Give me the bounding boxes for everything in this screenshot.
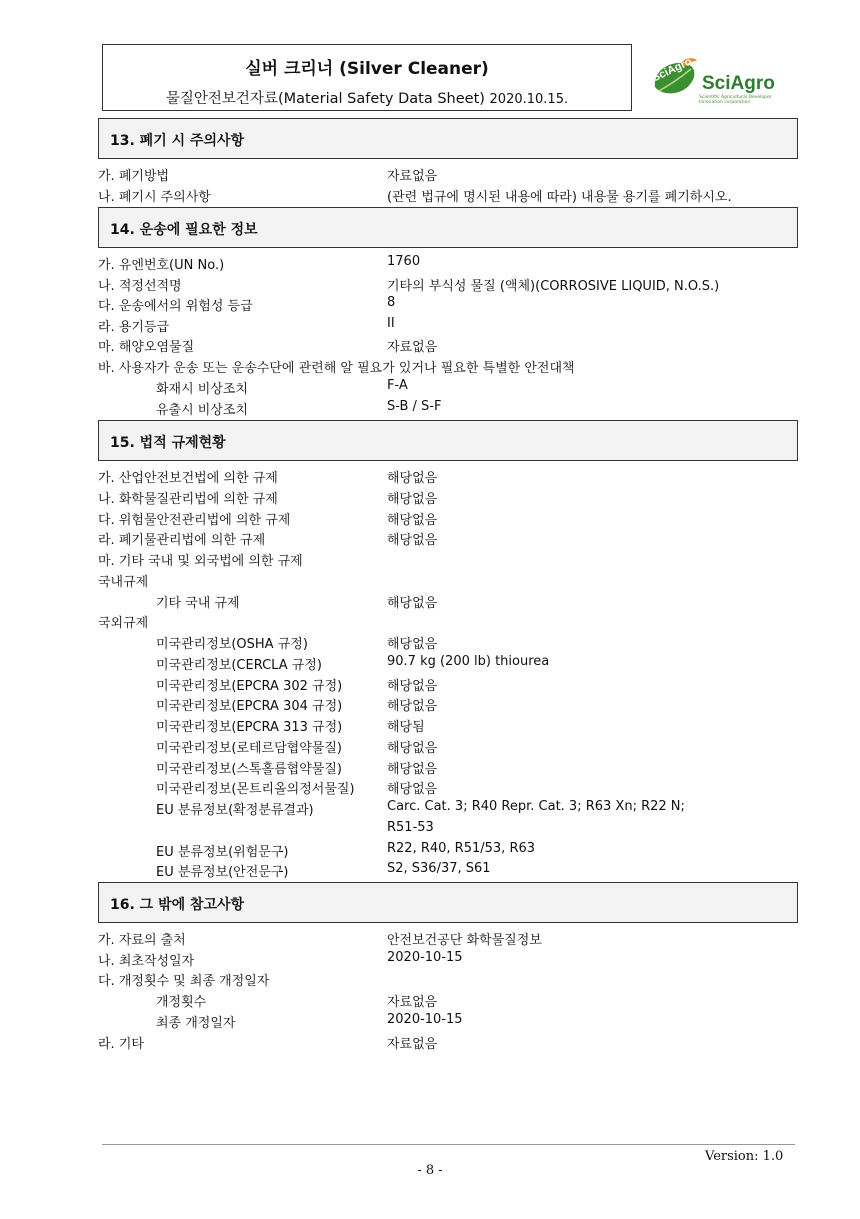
document-title: 실버 크리너 (Silver Cleaner): [245, 59, 489, 79]
section-16-row: 나. 최초작성일자 2020-10-15: [98, 950, 463, 969]
logo-wordmark: SciAgro: [702, 73, 775, 94]
sciagro-logo: [647, 50, 782, 106]
section-14-row: 화재시 비상조치 F-A: [156, 378, 408, 397]
section-15-row: 미국관리정보(EPCRA 302 규정) 해당없음: [156, 679, 438, 694]
section-13-row: 나. 폐기시 주의사항 (관련 법규에 명시된 내용에 따라) 내용물 용기를 폐기하시오.: [98, 190, 732, 205]
section-15-row: 미국관리정보(몬트리올의정서물질) 해당없음: [156, 782, 438, 797]
subtitle-text: 물질안전보건자료(Material Safety Data Sheet): [165, 91, 485, 107]
section-15-row: 미국관리정보(EPCRA 304 규정) 해당없음: [156, 699, 438, 714]
section-15-row: 다. 위험물안전관리법에 의한 규제 해당없음: [98, 513, 438, 528]
section-16-row: 최종 개정일자 2020-10-15: [156, 1012, 463, 1031]
section-14-row: 다. 운송에서의 위험성 등급 8: [98, 295, 396, 314]
section-15-row: EU 분류정보(위험문구) R22, R40, R51/53, R63: [156, 841, 536, 860]
section-15-row: 가. 산업안전보건법에 의한 규제 해당없음: [98, 471, 438, 486]
section-16-heading: 16. 그 밖에 참고사항: [98, 882, 798, 923]
section-16-row: 다. 개정횟수 및 최종 개정일자: [98, 974, 270, 989]
logo-tagline: Scientific Agricultural Developer Innovation corporation: [699, 95, 772, 105]
section-15-row: 미국관리정보(CERCLA 규정) 90.7 kg (200 lb) thiourea: [156, 654, 550, 673]
section-15-row: 국외규제: [98, 616, 149, 631]
section-14-row: 나. 적정선적명 기타의 부식성 물질 (액체)(CORROSIVE LIQUID, N.O.S.): [98, 279, 720, 294]
section-15-row: 미국관리정보(OSHA 규정) 해당없음: [156, 637, 438, 652]
section-14-row: 유출시 비상조치 S-B / S-F: [156, 399, 442, 418]
section-15-row: 미국관리정보(EPCRA 313 규정) 해당됨: [156, 720, 425, 735]
document-date: 2020.10.15.: [489, 92, 569, 107]
section-14-row: 바. 사용자가 운송 또는 운송수단에 관련해 알 필요가 있거나 필요한 특별한 안전대책: [98, 361, 575, 376]
section-15-row: EU 분류정보(안전문구) S2, S36/37, S61: [156, 861, 491, 880]
section-16-row: 라. 기타 자료없음: [98, 1037, 438, 1052]
logo-mark-text: SciAgro: [650, 55, 694, 85]
section-15-row: 마. 기타 국내 및 외국법에 의한 규제: [98, 554, 303, 569]
section-16-row: 가. 자료의 출처 안전보건공단 화학물질정보: [98, 933, 542, 948]
version-label: Version: 1.0: [705, 1149, 784, 1164]
section-16-row: 개정횟수 자료없음: [156, 995, 438, 1010]
section-15-row: 나. 화학물질관리법에 의한 규제 해당없음: [98, 492, 438, 507]
section-15-heading: 15. 법적 규제현황: [98, 420, 798, 461]
document-header: [102, 44, 632, 111]
section-15-row: 미국관리정보(로테르담협약물질) 해당없음: [156, 741, 438, 756]
footer-divider: [102, 1144, 795, 1145]
document-subtitle: [103, 87, 631, 108]
section-14-row: 가. 유엔번호(UN No.) 1760: [98, 254, 421, 273]
section-15-row: 미국관리정보(스톡홀름협약물질) 해당없음: [156, 762, 438, 777]
section-13-row: 가. 폐기방법 자료없음: [98, 169, 438, 184]
page-number: - 8 -: [417, 1163, 443, 1178]
section-13-heading: 13. 폐기 시 주의사항: [98, 118, 798, 159]
section-15-row: 국내규제: [98, 575, 149, 590]
section-14-heading: 14. 운송에 필요한 정보: [98, 207, 798, 248]
section-15-row: EU 분류정보(확정분류결과) Carc. Cat. 3; R40 Repr. Cat. 3; R63 Xn; R22 N;: [156, 799, 685, 818]
section-15-row: R51-53: [387, 820, 434, 835]
section-15-row: 라. 폐기물관리법에 의한 규제 해당없음: [98, 533, 438, 548]
section-14-row: 라. 용기등급 II: [98, 316, 395, 335]
section-15-row: 기타 국내 규제 해당없음: [156, 596, 438, 611]
section-14-row: 마. 해양오염물질 자료없음: [98, 340, 438, 355]
